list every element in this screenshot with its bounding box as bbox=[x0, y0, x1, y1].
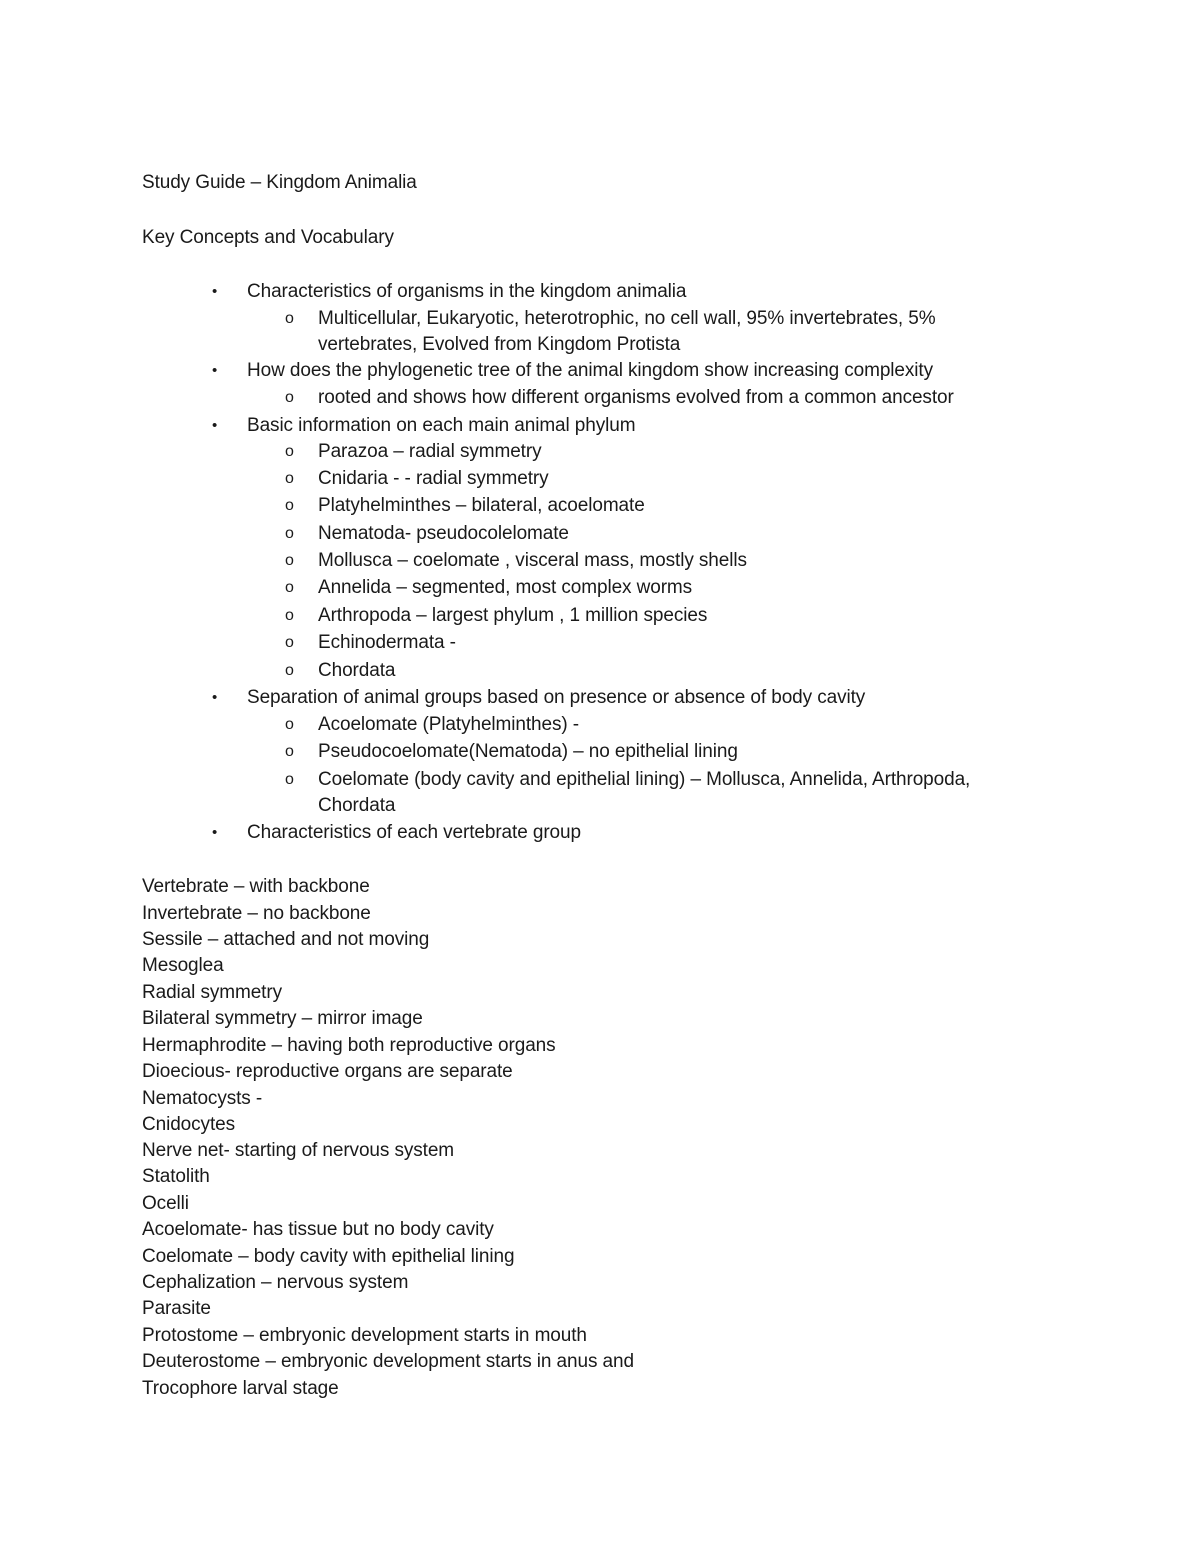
subbullet-marker: o bbox=[285, 525, 294, 542]
bullet-item-body-cavity: Separation of animal groups based on presence or absence of body cavity bbox=[247, 687, 866, 708]
subbullet-marker: o bbox=[285, 443, 294, 460]
vocab-term: Hermaphrodite – having both reproductive organs bbox=[142, 1035, 556, 1056]
vocab-term: Bilateral symmetry – mirror image bbox=[142, 1008, 423, 1029]
subbullet-item: Echinodermata - bbox=[318, 632, 456, 653]
bullet-marker: • bbox=[212, 283, 218, 300]
vocab-term: Coelomate – body cavity with epithelial lining bbox=[142, 1246, 515, 1267]
vocab-term: Ocelli bbox=[142, 1193, 189, 1214]
subbullet-item: Chordata bbox=[318, 660, 396, 681]
subbullet-item: Cnidaria - - radial symmetry bbox=[318, 468, 549, 489]
subbullet-item: Nematoda- pseudocolelomate bbox=[318, 523, 569, 544]
subbullet-marker: o bbox=[285, 310, 294, 327]
vocab-term: Trocophore larval stage bbox=[142, 1378, 339, 1399]
subbullet-marker: o bbox=[285, 497, 294, 514]
vocab-term: Protostome – embryonic development starts in mouth bbox=[142, 1325, 587, 1346]
bullet-item-vertebrate-groups: Characteristics of each vertebrate group bbox=[247, 822, 581, 843]
section-heading: Key Concepts and Vocabulary bbox=[142, 227, 394, 248]
vocab-term: Sessile – attached and not moving bbox=[142, 929, 430, 950]
subbullet-marker: o bbox=[285, 662, 294, 679]
bullet-marker: • bbox=[212, 824, 218, 841]
bullet-item-characteristics: Characteristics of organisms in the kingdom animalia bbox=[247, 281, 687, 302]
subbullet-marker: o bbox=[285, 743, 294, 760]
vocab-term: Deuterostome – embryonic development starts in anus and bbox=[142, 1351, 634, 1372]
bullet-item-phylogenetic-tree: How does the phylogenetic tree of the animal kingdom show increasing complexity bbox=[247, 360, 933, 381]
subbullet-item: Mollusca – coelomate , visceral mass, mostly shells bbox=[318, 550, 747, 571]
vocab-term: Nematocysts - bbox=[142, 1088, 263, 1109]
vocab-term: Acoelomate- has tissue but no body cavity bbox=[142, 1219, 494, 1240]
bullet-marker: • bbox=[212, 417, 218, 434]
bullet-marker: • bbox=[212, 689, 218, 706]
subbullet-marker: o bbox=[285, 607, 294, 624]
subbullet-marker: o bbox=[285, 552, 294, 569]
vocab-term: Radial symmetry bbox=[142, 982, 282, 1003]
subbullet-item: Annelida – segmented, most complex worms bbox=[318, 577, 693, 598]
subbullet-item: Parazoa – radial symmetry bbox=[318, 441, 542, 462]
vocab-term: Mesoglea bbox=[142, 955, 224, 976]
bullet-marker: • bbox=[212, 362, 218, 379]
vocab-term: Statolith bbox=[142, 1166, 210, 1187]
subbullet-marker: o bbox=[285, 634, 294, 651]
subbullet-marker: o bbox=[285, 716, 294, 733]
subbullet-item: Pseudocoelomate(Nematoda) – no epithelial lining bbox=[318, 741, 738, 762]
document-title: Study Guide – Kingdom Animalia bbox=[142, 172, 417, 193]
subbullet-item: Arthropoda – largest phylum , 1 million species bbox=[318, 605, 708, 626]
vocab-term: Invertebrate – no backbone bbox=[142, 903, 371, 924]
subbullet-item-continuation: vertebrates, Evolved from Kingdom Protista bbox=[318, 334, 681, 355]
subbullet-marker: o bbox=[285, 771, 294, 788]
subbullet-item: rooted and shows how different organisms evolved from a common ancestor bbox=[318, 387, 954, 408]
vocab-term: Dioecious- reproductive organs are separate bbox=[142, 1061, 513, 1082]
subbullet-marker: o bbox=[285, 389, 294, 406]
vocab-term: Cnidocytes bbox=[142, 1114, 235, 1135]
subbullet-item: Acoelomate (Platyhelminthes) - bbox=[318, 714, 579, 735]
vocab-term: Cephalization – nervous system bbox=[142, 1272, 409, 1293]
subbullet-item: Coelomate (body cavity and epithelial lining) – Mollusca, Annelida, Arthropoda, bbox=[318, 769, 971, 790]
subbullet-marker: o bbox=[285, 579, 294, 596]
bullet-item-phylum-info: Basic information on each main animal phylum bbox=[247, 415, 636, 436]
vocab-term: Vertebrate – with backbone bbox=[142, 876, 370, 897]
subbullet-item-continuation: Chordata bbox=[318, 795, 396, 816]
subbullet-item: Multicellular, Eukaryotic, heterotrophic, no cell wall, 95% invertebrates, 5% bbox=[318, 308, 936, 329]
vocab-term: Parasite bbox=[142, 1298, 211, 1319]
vocab-term: Nerve net- starting of nervous system bbox=[142, 1140, 455, 1161]
subbullet-marker: o bbox=[285, 470, 294, 487]
subbullet-item: Platyhelminthes – bilateral, acoelomate bbox=[318, 495, 645, 516]
